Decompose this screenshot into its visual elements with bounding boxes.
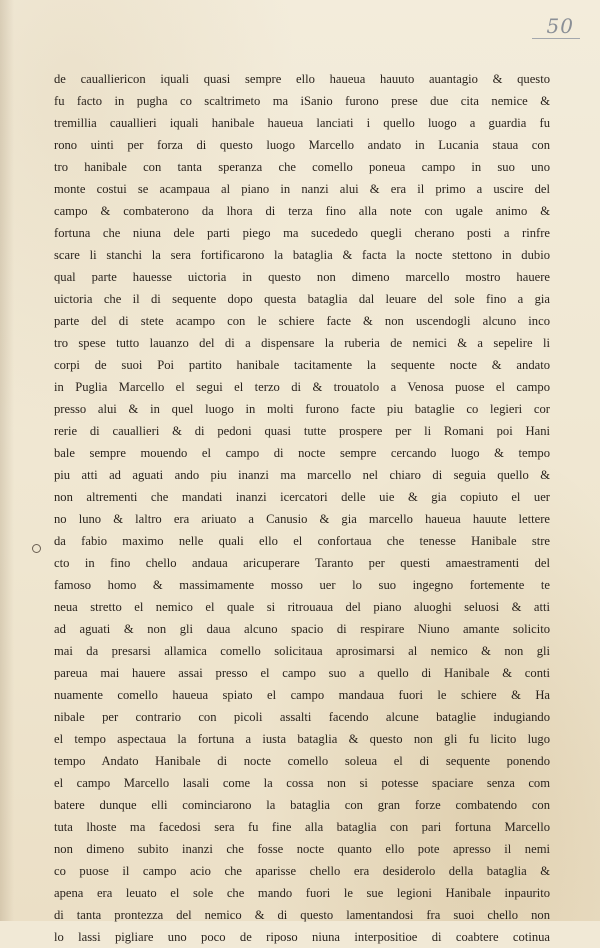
- text-line: pareua mai hauere assai presso el campo suo a quello di Hanibale & conti: [54, 666, 550, 680]
- text-line: piu atti ad aguati ando piu inanzi ma marcello nel chiaro di seguia quello &: [54, 468, 550, 482]
- text-line: fortuna che niuna dele parti piego ma sucededo quegli cherano posti a rinfre: [54, 226, 550, 240]
- text-line: tremillia cauallieri iquali hanibale haueua lanciati i quello luogo a guardia fu: [54, 116, 550, 130]
- text-line: cto in fino chello andaua aricuperare Taranto per questi amaestramenti del: [54, 556, 550, 570]
- text-line: in Puglia Marcello el segui el terzo di & trouatolo a Venosa puose el campo: [54, 380, 550, 394]
- text-line: rono uinti per forza di questo luogo Marcello andato in Lucania staua con: [54, 138, 550, 152]
- text-line: uictoria che il di sequente dopo questa bataglia dal leuare del sole fino a gia: [54, 292, 550, 306]
- text-line: lo lassi pigliare uno poco de riposo niuna interpositioe di coabtere cotinua: [54, 930, 550, 944]
- text-line: campo & combaterono da lhora di terza fino alla note con ugale animo &: [54, 204, 550, 218]
- page-gutter-shadow: [0, 0, 14, 921]
- text-line: tro hanibale con tanta speranza che comello poneua campo in suo uno: [54, 160, 550, 174]
- text-line: ad aguati & non gli daua alcuno spacio di respirare Niuno amante solicito: [54, 622, 550, 636]
- text-line: qual parte hauesse uictoria in questo non dimeno marcello mostro hauere: [54, 270, 550, 284]
- text-line: monte costui se acampaua al piano in nanzi alui & era il primo a uscire del: [54, 182, 550, 196]
- folio-number: 50: [546, 14, 574, 38]
- text-line: bale sempre mouendo el campo di nocte sempre cercando luogo & tempo: [54, 446, 550, 460]
- text-line: tro spese tutto lauanzo del di a dispensare la ruberia de nemici & a sepelire li: [54, 336, 550, 350]
- text-line: rerie di cauallieri & di pedoni quasi tutte prospere per li Romani poi Hani: [54, 424, 550, 438]
- text-line: non altrementi che mandati inanzi icercatori delle uie & gia copiuto el uer: [54, 490, 550, 504]
- text-line: no luno & laltro era ariuato a Canusio & gia marcello haueua hauute lettere: [54, 512, 550, 526]
- text-line: fu facto in pugha co scaltrimeto ma iSanio furono prese due cita nemice &: [54, 94, 550, 108]
- text-line: tuta lhoste ma facedosi sera fu fine alla bataglia con pari fortuna Marcello: [54, 820, 550, 834]
- text-line: mai da presarsi allamica comello solicitaua aprosimarsi al nemico & non gli: [54, 644, 550, 658]
- margin-mark: [32, 544, 41, 553]
- text-line: neua stretto el nemico el quale si ritrouaua del piano aluoghi seluosi & atti: [54, 600, 550, 614]
- text-line: tempo Andato Hanibale di nocte comello soleua el di sequente ponendo: [54, 754, 550, 768]
- text-line: scare li stanchi la sera fortificarono la bataglia & facta la nocte stettono in dubio: [54, 248, 550, 262]
- text-line: el tempo aspectaua la fortuna a iusta bataglia & questo non gli fu licito lugo: [54, 732, 550, 746]
- text-line: de caualliericon iquali quasi sempre ello haueua hauuto auantagio & questo: [54, 72, 550, 86]
- folio-underline: [532, 38, 580, 39]
- text-block: [54, 68, 550, 948]
- text-line: corpi de suoi Poi partito hanibale tacitamente la sequente nocte & andato: [54, 358, 550, 372]
- text-line: co puose il campo acio che aparisse chello era desiderolo della bataglia &: [54, 864, 550, 878]
- text-line: batere dunque elli cominciarono la bataglia con gran forze combatendo con: [54, 798, 550, 812]
- text-line: famoso homo & massimamente mosso uer lo suo ingegno fortemente te: [54, 578, 550, 592]
- text-line: non dimeno subito inanzi che fosse nocte quanto ello pote apresso il nemi: [54, 842, 550, 856]
- text-line: da fabio maximo nelle quali ello el confortaua che tenesse Hanibale stre: [54, 534, 550, 548]
- text-line: presso alui & in quel luogo in molti furono facte piu bataglie co legieri cor: [54, 402, 550, 416]
- text-line: nuamente comello haueua spiato el campo mandaua fuori le schiere & Ha: [54, 688, 550, 702]
- text-line: parte del di stete acampo con le schiere facte & non uscendogli alcuno inco: [54, 314, 550, 328]
- text-line: nibale per contrario con picoli assalti facendo alcune bataglie indugiando: [54, 710, 550, 724]
- text-line: apena era leuato el sole che mando fuori le sue legioni Hanibale inpaurito: [54, 886, 550, 900]
- text-line: di tanta prontezza del nemico & di questo lamentandosi fra suoi chello non: [54, 908, 550, 922]
- text-line: el campo Marcello lasali come la cossa non si potesse spaciare senza com: [54, 776, 550, 790]
